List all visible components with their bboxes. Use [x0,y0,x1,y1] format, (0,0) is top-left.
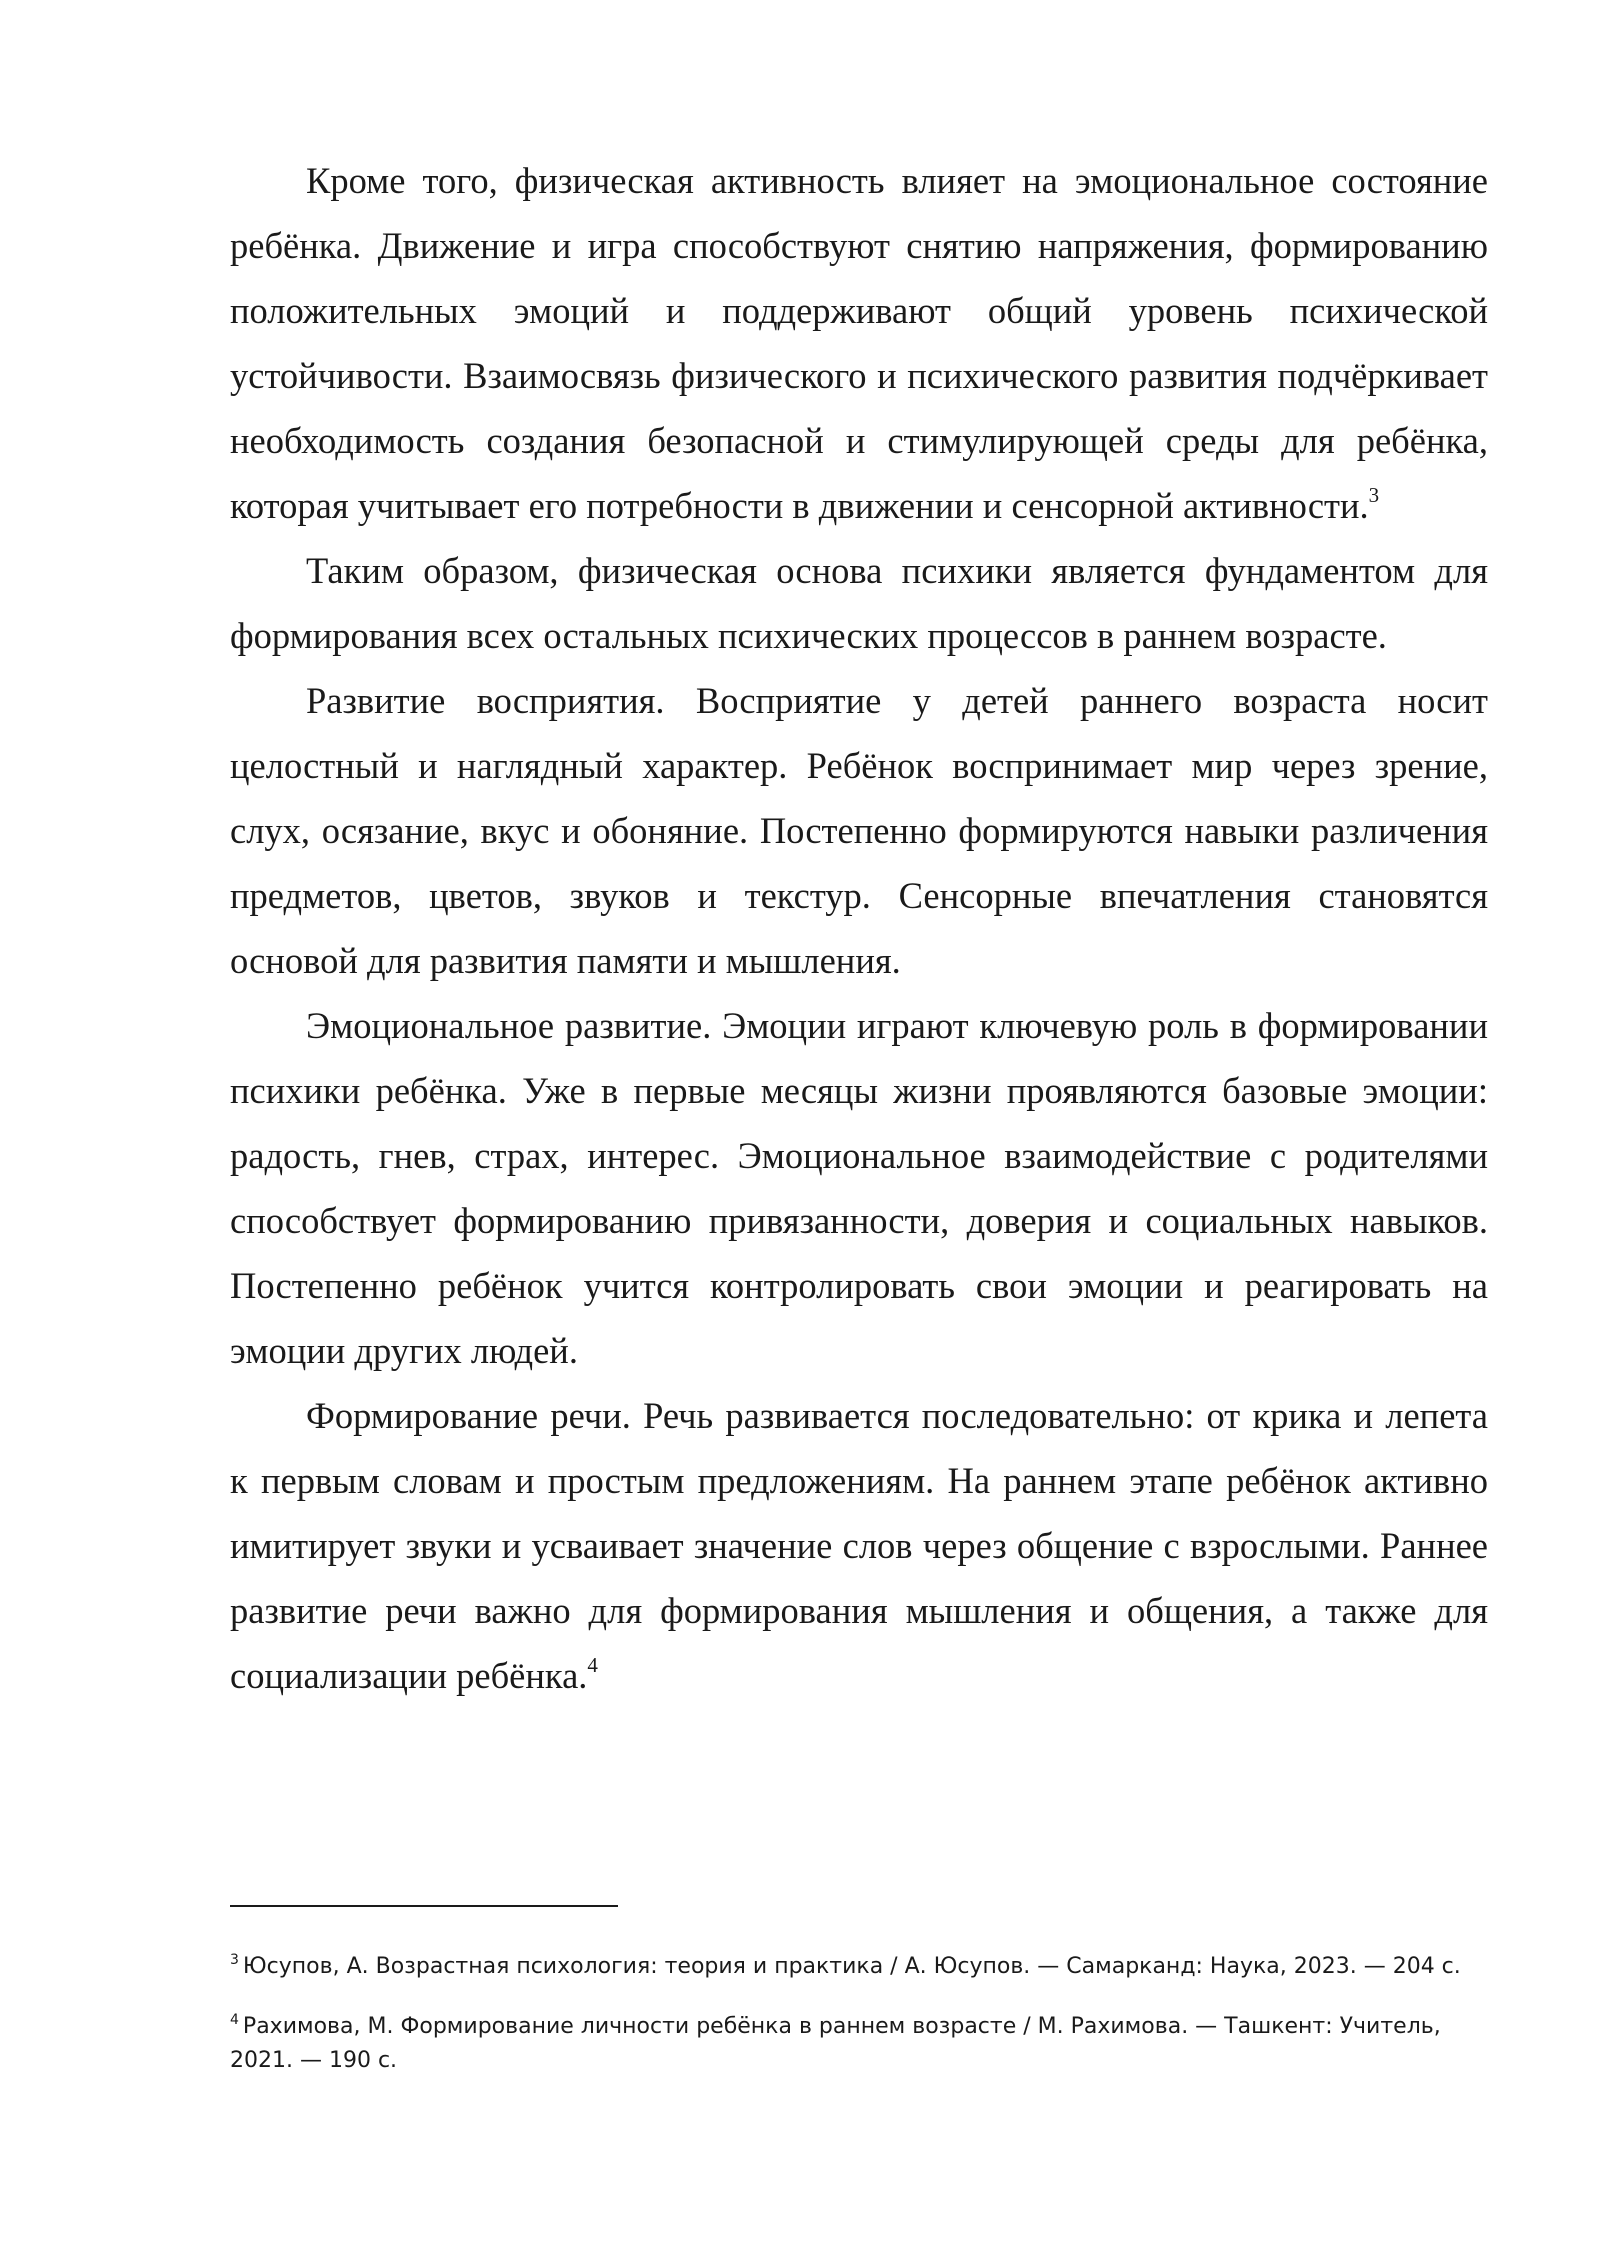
footnote-text: Юсупов, А. Возрастная психология: теория и практика / А. Юсупов. — Самарканд: Наука, 2023. — 204 с. [242,1954,1461,1979]
body-text [230,148,1488,1708]
paragraph-emotional-development [230,993,1488,1383]
paragraph-text: Формирование речи. Речь развивается последовательно: от крика и лепета к первым словам и простым предложениям. На раннем этапе ребёнок активно имитирует звуки и усваивает значение слов через общение с взрослыми. Раннее развитие речи важно для формирования мышления и общения, а также для социализации ребёнка. [230,1395,1488,1696]
paragraph-text: Эмоциональное развитие. Эмоции играют ключевую роль в формировании психики ребёнка. Уже в первые месяцы жизни проявляются базовые эмоции: радость, гнев, страх, интерес. Эмоциональное взаимодействие с родителями способствует формированию привязанности, доверия и социальных навыков. Постепенно ребёнок учится контролировать свои эмоции и реагировать на эмоции других людей. [230,1005,1488,1371]
footnotes [230,1950,1488,2104]
paragraph-text: Таким образом, физическая основа психики является фундаментом для формирования всех остальных психических процессов в раннем возрасте. [230,550,1488,656]
footnote-4 [230,2010,1488,2078]
paragraph-perception [230,668,1488,993]
paragraph-physical-activity [230,148,1488,538]
paragraph-speech-formation [230,1383,1488,1708]
footnote-number: 3 [230,1952,239,1968]
paragraph-physical-basis [230,538,1488,668]
footnote-3 [230,1950,1488,1984]
footnote-separator [230,1905,618,1907]
footnote-number: 4 [230,2012,239,2028]
footnote-reference[interactable]: 3 [1368,483,1380,507]
paragraph-text: Кроме того, физическая активность влияет на эмоциональное состояние ребёнка. Движение и игра способствуют снятию напряжения, формированию положительных эмоций и поддерживают общий уровень психической устойчивости. Взаимосвязь физического и психического развития подчёркивает необходимость создания безопасной и стимулирующей среды для ребёнка, которая учитывает его потребности в движении и сенсорной активности. [230,160,1488,526]
paragraph-text: Развитие восприятия. Восприятие у детей раннего возраста носит целостный и наглядный характер. Ребёнок воспринимает мир через зрение, слух, осязание, вкус и обоняние. Постепенно формируются навыки различения предметов, цветов, звуков и текстур. Сенсорные впечатления становятся основой для развития памяти и мышления. [230,680,1488,981]
footnote-reference[interactable]: 4 [587,1653,598,1677]
footnote-text: Рахимова, М. Формирование личности ребёнка в раннем возрасте / М. Рахимова. — Ташкент: Учитель, 2021. — 190 с. [230,2014,1441,2073]
